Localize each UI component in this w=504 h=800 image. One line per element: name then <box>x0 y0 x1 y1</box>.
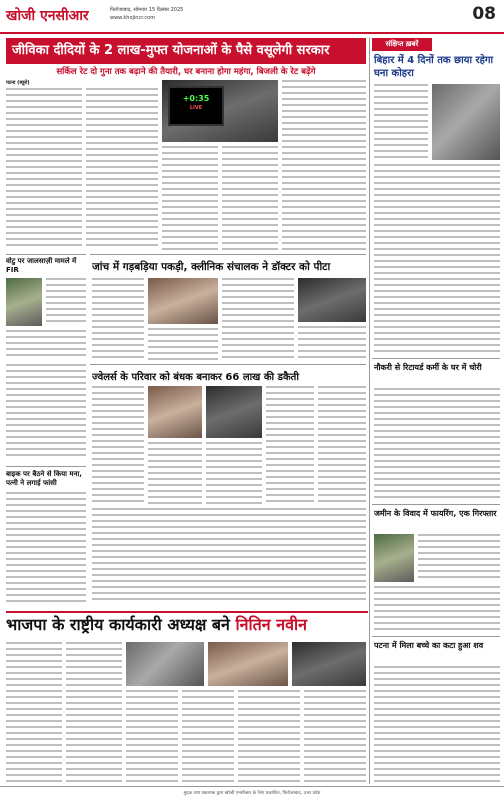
lead-byline: पटना (ब्यूरो) <box>6 80 30 86</box>
bottom-text-2 <box>66 642 122 782</box>
footer: मुद्रक तथा प्रकाशक द्वारा खोजी एनसीआर के लिए प्रकाशित, फिरोजाबाद, उत्तर प्रदेश <box>0 786 504 800</box>
lead-photo <box>162 80 278 142</box>
sidebar-divider <box>369 38 370 784</box>
story-robbery-photo <box>148 386 202 438</box>
story-bike-headline: बाइक पर बैठने से किया मना, पत्नी ने लगाई फांसी <box>6 470 82 487</box>
story-doctor-photo-2 <box>298 278 366 322</box>
lead-photo-screen-small: LIVE <box>189 105 203 111</box>
story-land-text-2 <box>374 586 500 632</box>
lead-subhead: सर्किल रेट दो गुना तक बढ़ाने की तैयारी, घर बनाना होगा महंगा, बिजली के रेट बढ़ेंगे <box>56 67 316 77</box>
bottom-photo-2 <box>208 642 288 686</box>
story-doctor-photo <box>148 278 218 324</box>
page-number: 08 <box>472 4 496 24</box>
story-robbery-text-5 <box>318 386 366 504</box>
story-bike-text <box>6 492 86 604</box>
sidebar-headline: बिहार में 4 दिनों तक छाया रहेगा घना कोहरा <box>374 55 494 79</box>
story-doctor-headline: जांच में गड़बड़िया पकड़ी, क्लीनिक संचालक ने डॉक्टर को पीटा <box>92 261 331 273</box>
story-doctor-text-4 <box>298 326 366 360</box>
story-land-headline: जमीन के विवाद में फायरिंग, एक गिरफ्तार <box>374 509 497 518</box>
story-fir-text-3 <box>6 364 86 460</box>
story-robbery-text-6 <box>92 508 366 604</box>
divider <box>90 254 366 255</box>
lead-text-col-5 <box>282 80 366 250</box>
newspaper-name: खोजी एनसीआर <box>6 8 89 24</box>
lead-text-col-1 <box>6 88 82 250</box>
lead-headline: जीविका दीदियों के 2 लाख-मुफ्त योजनाओं के पैसे वसूलेगी सरकार <box>6 38 366 64</box>
story-patna-headline: पटना में मिला बच्चे का कटा हुआ शव <box>374 641 484 650</box>
bottom-headline-part1: भाजपा के राष्ट्रीय कार्यकारी अध्यक्ष बने <box>6 615 236 634</box>
story-land-photo <box>374 534 414 582</box>
story-fir-photo <box>6 278 42 326</box>
story-robbery-text-2 <box>148 442 202 504</box>
story-patna-text <box>374 666 500 782</box>
bottom-text-1 <box>6 642 62 782</box>
sidebar-photo <box>432 84 500 160</box>
story-fir-text-1 <box>46 278 86 326</box>
story-robbery-photo-2 <box>206 386 262 438</box>
story-doctor-text-3 <box>222 278 294 360</box>
lead-text-col-3 <box>162 146 218 250</box>
divider <box>372 504 500 505</box>
divider <box>372 636 500 637</box>
masthead-website: www.khojincr.com <box>110 15 156 21</box>
story-land-text-1 <box>418 534 500 582</box>
bottom-text-4 <box>182 690 234 782</box>
divider <box>372 358 500 359</box>
story-pension-headline: नौकरी से रिटायर्ड कर्मी के घर में चोरी <box>374 363 482 372</box>
lead-photo-screen-text: +0:35 <box>182 94 210 103</box>
masthead-date: फिरोजाबाद, सोमवार 15 दिसंबर 2025 <box>110 7 184 13</box>
bottom-headline <box>6 611 368 637</box>
story-doctor-text-1 <box>92 278 144 360</box>
lead-text-col-2 <box>86 88 158 250</box>
sidebar-text-2 <box>374 164 500 354</box>
story-pension-text <box>374 388 500 500</box>
bottom-text-6 <box>304 690 366 782</box>
bottom-text-3 <box>126 690 178 782</box>
divider <box>6 254 86 255</box>
story-doctor-text-2 <box>148 328 218 360</box>
divider <box>6 466 86 467</box>
bottom-headline-part2: नितिन नवीन <box>235 615 308 634</box>
story-robbery-headline: ज्वेलर्स के परिवार को बंधक बनाकर 66 लाख की डकैती <box>92 372 299 383</box>
lead-text-col-4 <box>222 146 278 250</box>
divider <box>90 364 366 365</box>
masthead-info <box>110 6 183 22</box>
bottom-text-5 <box>238 690 300 782</box>
bottom-photo-1 <box>126 642 204 686</box>
story-robbery-text-3 <box>206 442 262 504</box>
story-robbery-text-1 <box>92 386 144 504</box>
bottom-photo-3 <box>292 642 366 686</box>
sidebar-tag: संक्षिप्त ख़बरें <box>372 38 432 51</box>
story-fir-text-2 <box>6 330 86 360</box>
lead-photo-screen <box>168 86 224 126</box>
sidebar-text-1 <box>374 84 428 160</box>
masthead <box>0 0 504 34</box>
story-fir-headline: वोटु पर जालसाज़ी मामले में FIR <box>6 257 77 274</box>
story-robbery-text-4 <box>266 386 314 504</box>
